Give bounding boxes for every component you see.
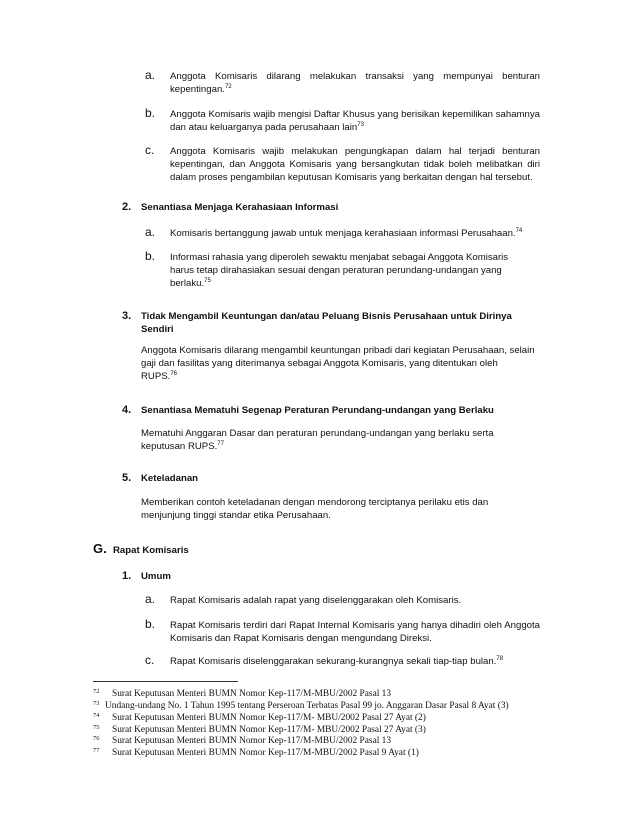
section-body: Mematuhi Anggaran Dasar dan peraturan perundang-undangan yang berlaku serta keputusan RUPS.$^{77}$	[141, 428, 494, 453]
item-text: Informasi rahasia yang diperoleh sewaktu menjabat sebagai Anggota Komisaris harus tetap dirahasiakan sesuai dengan peraturan perundang-undangan yang berlaku.$^{75}$	[170, 252, 509, 290]
footnote-ref[interactable]: 76	[170, 371, 178, 378]
section-number: 5.	[122, 472, 132, 484]
item-marker: b.	[145, 249, 156, 263]
section-number: 3.	[122, 310, 132, 322]
footnote-ref[interactable]: 73	[357, 122, 364, 129]
footnote-text: Undang-undang No. 1 Tahun 1995 tentang Perseroan Terbatas Pasal 99 jo. Anggaran Dasar Pasal 8 Ayat (3)	[105, 701, 509, 711]
chapter-heading: Rapat Komisaris	[113, 545, 189, 556]
section-body: Memberikan contoh keteladanan dengan mendorong terciptanya perilaku etis dan menjunjung tinggi standar etika Perusahaan.	[141, 497, 489, 522]
footnote-ref[interactable]: 77	[217, 441, 224, 448]
section-heading: Umum	[141, 571, 171, 582]
item-text: Rapat Komisaris adalah rapat yang diselenggarakan oleh Komisaris.	[170, 595, 462, 606]
footnote-number: 77	[93, 747, 100, 754]
section-body: Anggota Komisaris dilarang mengambil keuntungan pribadi dari kegiatan Perusahaan, selain gaji dan fasilitas yang diterimanya sebagai Anggota Komisaris, yang ditentukan oleh RUPS.$^{76}$	[141, 345, 535, 383]
footnote-ref[interactable]: 78	[496, 656, 504, 662]
item-marker: b.	[145, 106, 156, 120]
section-heading: Senantiasa Menjaga Kerahasiaan Informasi	[141, 202, 339, 213]
footnote-text: Surat Keputusan Menteri BUMN Nomor Kep-117/M- MBU/2002 Pasal 27 Ayat (3)	[112, 725, 426, 735]
item-text: Rapat Komisaris terdiri dari Rapat Internal Komisaris yang hanya dihadiri oleh Anggota Komisaris dan Rapat Komisaris dengan mengundang Direksi.	[170, 620, 540, 645]
section-heading: Senantiasa Mematuhi Segenap Peraturan Perundang-undangan yang Berlaku	[141, 405, 494, 416]
footnote-text: Surat Keputusan Menteri BUMN Nomor Kep-117/M-MBU/2002 Pasal 9 Ayat (1)	[112, 748, 419, 758]
section-number: 1.	[122, 570, 132, 582]
item-marker: c.	[145, 143, 155, 157]
item-marker: a.	[145, 225, 156, 239]
chapter-marker: G.	[93, 541, 107, 556]
footnote-text: Surat Keputusan Menteri BUMN Nomor Kep-117/M-MBU/2002 Pasal 13	[112, 689, 392, 699]
item-text: Anggota Komisaris wajib melakukan pengungkapan dalam hal terjadi benturan kepentingan, dan Anggota Komisaris yang bersangkutan tidak boleh melibatkan diri dalam proses pengambilan keputusan Komisaris yang berkaitan dengan hal tersebut.	[170, 146, 540, 184]
item-text: Anggota Komisaris wajib mengisi Daftar Khusus yang berisikan kepemilikan sahamnya dan atau keluarganya pada perusahaan lain$^{73}$	[170, 109, 540, 134]
item-text: Komisaris bertanggung jawab untuk menjaga kerahasiaan informasi Perusahaan.$^{74}$	[170, 228, 523, 239]
item-text: Rapat Komisaris diselenggarakan sekurang-kurangnya sekali tiap-tiap bulan.$^{78}$	[170, 656, 504, 667]
footnote-number: 76	[93, 735, 100, 742]
footnote-number: 73	[93, 700, 100, 707]
footnote-text: Surat Keputusan Menteri BUMN Nomor Kep-117/M- MBU/2002 Pasal 27 Ayat (2)	[112, 713, 426, 723]
footnote-ref[interactable]: 75	[204, 278, 211, 285]
footnote-number: 75	[93, 724, 100, 731]
item-marker: b.	[145, 617, 156, 631]
footnote-number: 74	[93, 712, 100, 719]
footnote-ref[interactable]: 74	[515, 228, 523, 234]
footnote-ref[interactable]: 72	[224, 84, 232, 91]
footnote-number: 72	[93, 688, 100, 695]
item-text: Anggota Komisaris dilarang melakukan transaksi yang mempunyai benturan kepentingan.$^{72}$	[170, 71, 540, 96]
footnote-text: Surat Keputusan Menteri BUMN Nomor Kep-117/M-MBU/2002 Pasal 13	[112, 736, 392, 746]
section-number: 4.	[122, 404, 132, 416]
item-marker: a.	[145, 68, 156, 82]
item-marker: a.	[145, 592, 156, 606]
section-number: 2.	[122, 201, 132, 213]
item-marker: c.	[145, 653, 155, 667]
section-heading: Tidak Mengambil Keuntungan dan/atau Peluang Bisnis Perusahaan untuk Dirinya Sendiri	[141, 311, 512, 335]
footnote-separator	[93, 681, 238, 682]
section-heading: Keteladanan	[141, 473, 199, 484]
